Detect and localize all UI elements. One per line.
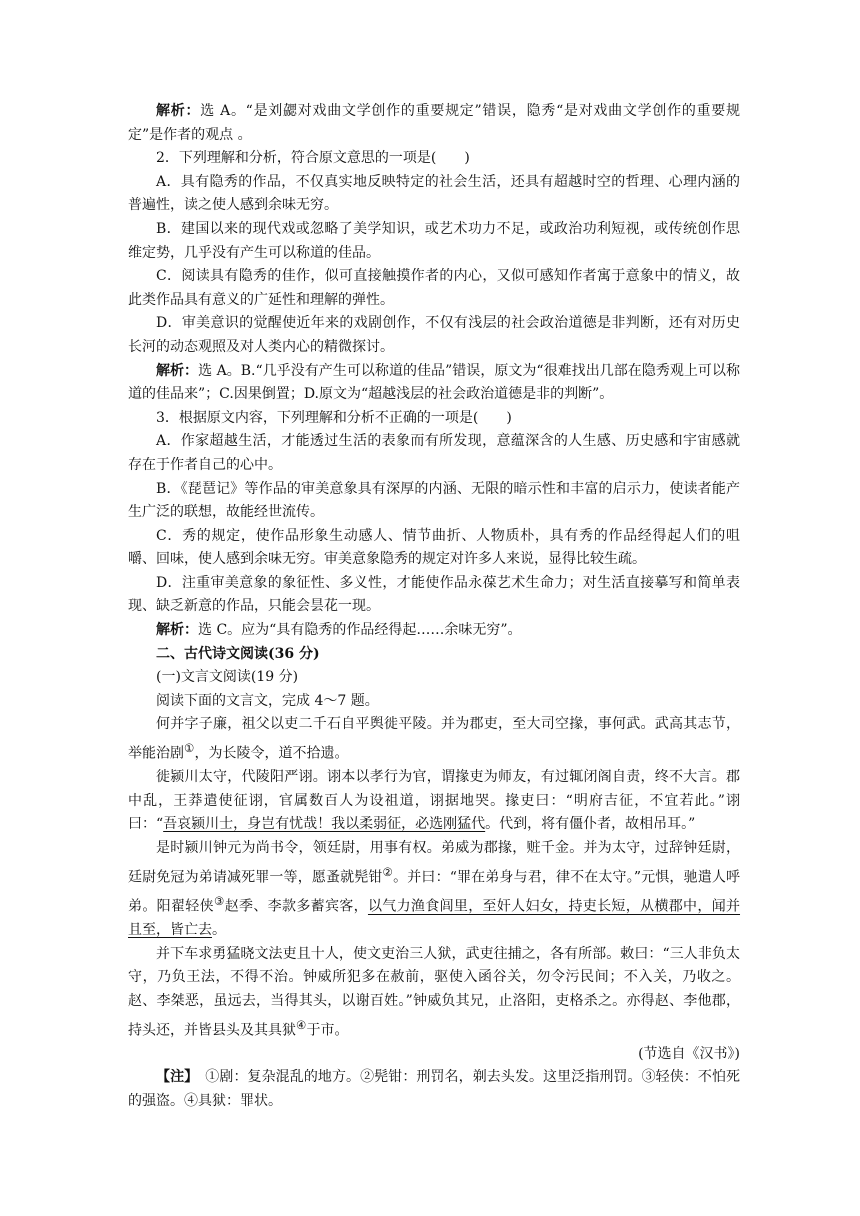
passage-source: (节选自《汉书》) (638, 1045, 740, 1062)
q2-option-a: A．具有隐秀的作品，不仅真实地反映特定的社会生活，还具有超越时空的哲理、心理内涵的普遍性，读之使人感到余味无穷。 (128, 173, 740, 214)
q3-analysis (128, 619, 740, 643)
q2-option-d: D．审美意识的觉醒使近年来的戏剧创作，不仅有浅层的社会政治道德是非判断，还有对历史长河的动态观照及对人类内心的精微探讨。 (128, 315, 740, 355)
passage-paragraph-2: 徙颍川太守，代陵阳严诩。诩本以孝行为官，谓掾吏为师友，有过辄闭阁自责，终不大言。郡中乱，王莽遣使征诩，官属数百人为设祖道，诩据地哭。掾吏曰：“明府吉征，不宜若此。”诩曰：“吾哀颍川士，身岂有忧哉！我以柔弱征，必选刚猛代。代到，将有僵仆者，故相吊耳。” (128, 769, 740, 833)
footnote-marker: ① (184, 741, 195, 756)
footnote-marker: ④ (296, 1017, 307, 1032)
q2-option-c: C．阅读具有隐秀的佳作，似可直接触摸作者的内心，又似可感知作者寓于意象中的情义，故此类作品具有意义的广延性和理解的弹性。 (128, 268, 740, 308)
analysis-label: 解析： (156, 622, 198, 639)
passage-paragraph-3: 是时颍川钟元为尚书令，领廷尉，用事有权。弟威为郡掾，赃千金。并为太守，过辞钟廷尉，廷尉免冠为弟请减死罪一等，愿蚤就髡钳②。并曰：“罪在弟身与君，律不在太守。”元惧，驰遣人呼弟。阳翟轻侠③赵季、李款多蓄宾客，以气力渔食闾里，至奸人妇女，持吏长短，从横郡中，闻并且至，皆亡去。 (128, 840, 741, 939)
notes-label: 【注】 (156, 1069, 192, 1086)
underlined-sentence: 吾哀颍川士，身岂有忧哉！我以柔弱征，必选刚猛代 (163, 816, 486, 833)
q1-analysis (128, 100, 740, 147)
q2-analysis (128, 360, 740, 407)
instruction: 阅读下面的文言文，完成 4～7 题。 (156, 692, 379, 709)
passage-paragraph-1: 何并字子廉，祖父以吏二千石自平舆徙平陵。并为郡吏，至大司空掾，事何武。武高其志节，举能治剧①，为长陵令，道不拾遗。 (128, 716, 740, 762)
analysis-text: 选 A。B.“几乎没有产生可以称道的佳品”错误，原文为“很难找出几部在隐秀观上可以称道的佳品来”；C.因果倒置；D.原文为“超越浅层的社会政治道德是非的判断”。 (128, 362, 740, 403)
document-page (128, 100, 740, 1114)
analysis-label: 解析： (156, 103, 201, 119)
q3-option-c: C．秀的规定，使作品形象生动感人、情节曲折、人物质朴，具有秀的作品经得起人们的咀嚼、回味，使人感到余味无穷。审美意象隐秀的规定对许多人来说，显得比较生疏。 (128, 527, 740, 568)
q3-option-a: A．作家超越生活，才能透过生活的表象而有所发现，意蕴深含的人生感、历史感和宇宙感就存在于作者自己的心中。 (128, 433, 740, 473)
q3-option-b: B．《琵琶记》等作品的审美意象具有深厚的内涵、无限的暗示性和丰富的启示力，使读者能产生广泛的联想，故能经世流传。 (128, 480, 740, 521)
subsection-title: (一)文言文阅读(19 分) (156, 669, 299, 686)
q3-option-d: D．注重审美意象的象征性、多义性，才能使作品永葆艺术生命力；对生活直接摹写和简单表现、缺乏新意的作品，只能会昙花一现。 (128, 574, 740, 615)
analysis-text: 选 C。应为“具有隐秀的作品经得起……余味无穷”。 (198, 622, 522, 639)
passage-paragraph-4: 并下车求勇猛晓文法吏且十人，使文吏治三人狱，武吏往捕之，各有所部。敕曰：“三人非负太守，乃负王法，不得不治。钟威所犯多在赦前，驱使入函谷关，勿令污民间；不入关，乃收之。赵、李桀恶，虽远去，当得其头，以谢百姓。”钟威负其兄，止洛阳，吏格杀之。亦得赵、李他郡，持头还，并皆县头及其具狱④于市。 (128, 945, 740, 1039)
q3-stem: 3．根据原文内容，下列理解和分析不正确的一项是( ) (156, 409, 512, 426)
footnote-marker: ③ (213, 893, 225, 908)
underlined-sentence: 以气力渔食闾里，至奸人妇女，持吏长短，从横郡中，闻并且至，皆亡去 (128, 898, 741, 939)
analysis-text: 选 A。“是刘勰对戏曲文学创作的重要规定”错误，隐秀“是对戏曲文学创作的重要规定”是作者的观点 。 (128, 103, 741, 143)
section-title: 二、古代诗文阅读(36 分) (156, 645, 320, 662)
footnote-marker: ② (382, 864, 394, 879)
analysis-label: 解析： (156, 362, 199, 379)
q2-option-b: B．建国以来的现代戏或忽略了美学知识，或艺术功力不足，或政治功利短视，或传统创作思维定势，几乎没有产生可以称道的佳品。 (128, 220, 740, 261)
footnotes (128, 1066, 740, 1113)
notes-text: ①剧：复杂混乱的地方。②髡钳：刑罚名，剃去头发。这里泛指刑罚。③轻侠：不怕死的强盗。④具狱：罪状。 (128, 1069, 741, 1109)
q2-stem: 2．下列理解和分析，符合原文意思的一项是( ) (156, 150, 470, 167)
